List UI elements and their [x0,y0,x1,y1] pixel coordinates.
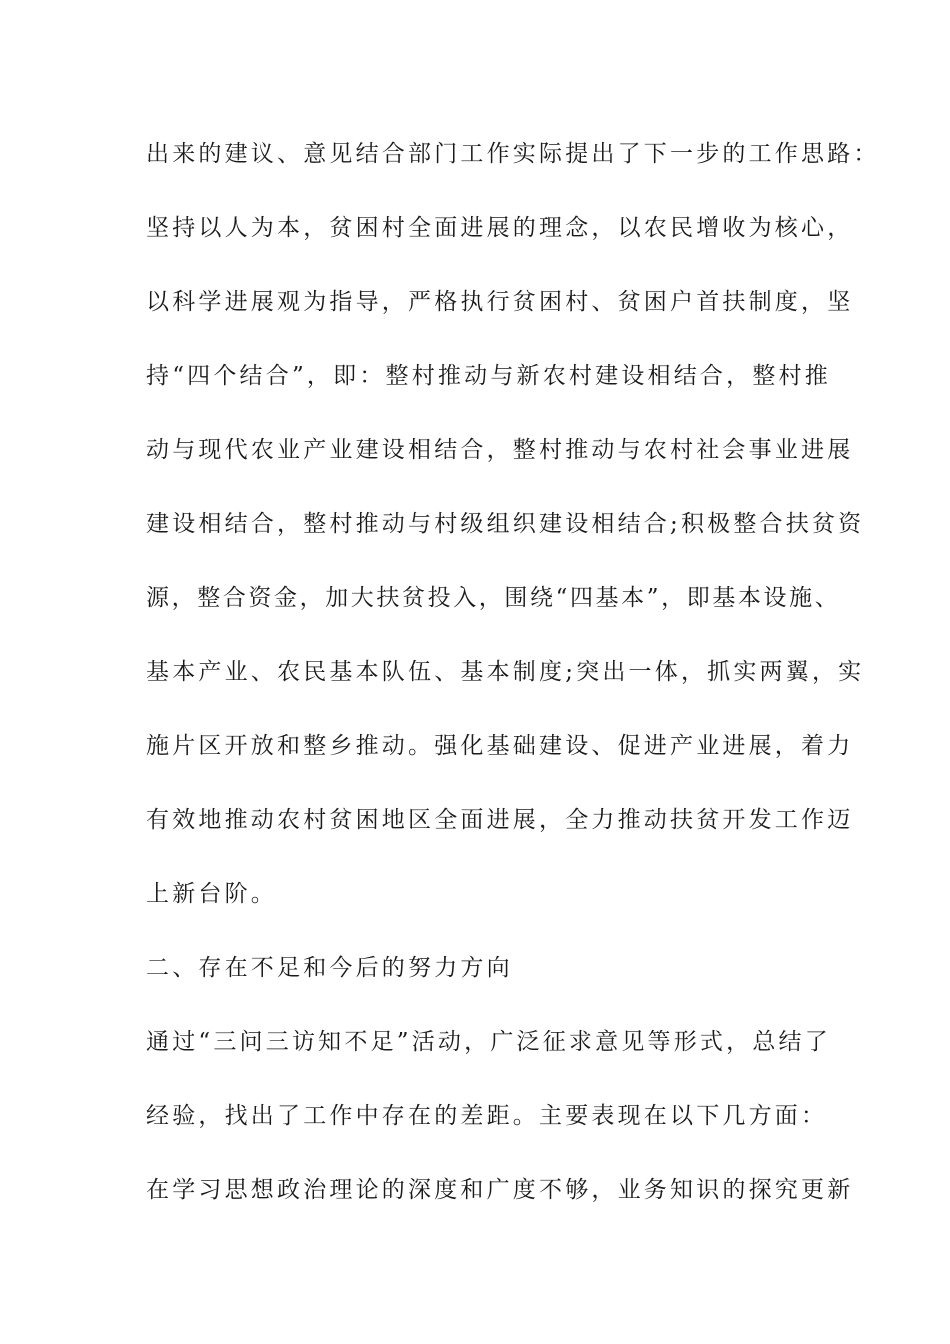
paragraph-line: 以科学进展观为指导，严格执行贫困村、贫困户首扶制度，坚 [146,289,854,315]
paragraph-line: 施片区开放和整乡推动。强化基础建设、促进产业进展，着力 [146,733,854,759]
paragraph-line: 持“四个结合”，即：整村推动与新农村建设相结合，整村推 [146,363,831,389]
paragraph-line: 出来的建议、意见结合部门工作实际提出了下一步的工作思路： [146,141,880,167]
paragraph-line: 动与现代农业产业建设相结合，整村推动与农村社会事业进展 [146,437,854,463]
paragraph-line: 上新台阶。 [146,881,277,907]
paragraph-line: 建设相结合，整村推动与村级组织建设相结合;积极整合扶贫资 [146,511,865,537]
paragraph-line: 经验，找出了工作中存在的差距。主要表现在以下几方面： [146,1103,828,1129]
section-heading: 二、存在不足和今后的努力方向 [146,955,513,981]
paragraph-line: 源，整合资金，加大扶贫投入，围绕“四基本”，即基本设施、 [146,585,841,611]
paragraph-line: 在学习思想政治理论的深度和广度不够，业务知识的探究更新 [146,1177,854,1203]
paragraph-line: 坚持以人为本，贫困村全面进展的理念，以农民增收为核心， [146,215,854,241]
paragraph-line: 有效地推动农村贫困地区全面进展，全力推动扶贫开发工作迈 [146,807,854,833]
paragraph-line: 基本产业、农民基本队伍、基本制度;突出一体，抓实两翼，实 [146,659,865,685]
paragraph-line: 通过“三问三访知不足”活动，广泛征求意见等形式，总结了 [146,1029,831,1055]
